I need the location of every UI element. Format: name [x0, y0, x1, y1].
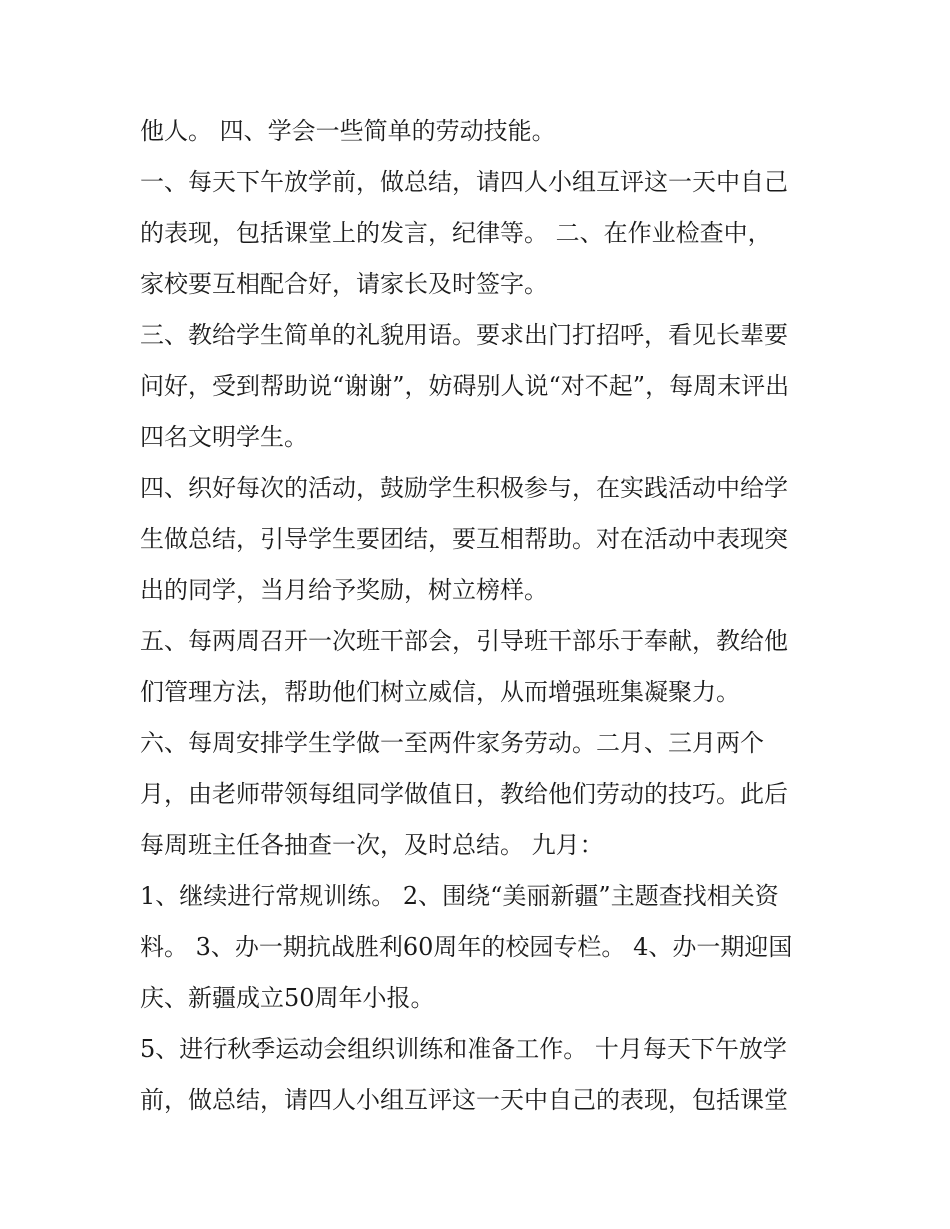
document-body	[140, 106, 820, 1126]
text-line: 们管理方法，帮助他们树立威信，从而增强班集凝聚力。	[140, 678, 740, 706]
text-line: 前，做总结，请四人小组互评这一天中自己的表现，包括课堂	[140, 1086, 788, 1114]
text-line: 问好，受到帮助说“谢谢”，妨碍别人说“对不起”，每周末评出	[140, 372, 790, 400]
text-line: 5、进行秋季运动会组织训练和准备工作。 十月每天下午放学	[140, 1035, 787, 1063]
text-line: 月，由老师带领每组同学做值日，教给他们劳动的技巧。此后	[140, 780, 788, 808]
text-line: 每周班主任各抽查一次，及时总结。 九月：	[140, 831, 604, 859]
text-line: 料。 3、办一期抗战胜利60周年的校园专栏。 4、办一期迎国	[140, 933, 793, 961]
text-line: 五、每两周召开一次班干部会，引导班干部乐于奉献，教给他	[140, 627, 788, 655]
text-line: 的表现，包括课堂上的发言，纪律等。 二、在作业检查中，	[140, 219, 772, 247]
text-line: 他人。 四、学会一些简单的劳动技能。	[140, 117, 556, 145]
text-line: 一、每天下午放学前，做总结，请四人小组互评这一天中自己	[140, 168, 788, 196]
text-line: 家校要互相配合好，请家长及时签字。	[140, 270, 548, 298]
text-line: 四、织好每次的活动，鼓励学生积极参与，在实践活动中给学	[140, 474, 788, 502]
text-line: 三、教给学生简单的礼貌用语。要求出门打招呼，看见长辈要	[140, 321, 788, 349]
text-line: 庆、新疆成立50周年小报。	[140, 984, 435, 1012]
text-line: 四名文明学生。	[140, 423, 308, 451]
text-line: 六、每周安排学生学做一至两件家务劳动。二月、三月两个	[140, 729, 764, 757]
text-line: 出的同学，当月给予奖励，树立榜样。	[140, 576, 548, 604]
text-line: 1、继续进行常规训练。 2、围绕“美丽新疆”主题查找相关资	[140, 882, 779, 910]
text-line: 生做总结，引导学生要团结，要互相帮助。对在活动中表现突	[140, 525, 788, 553]
